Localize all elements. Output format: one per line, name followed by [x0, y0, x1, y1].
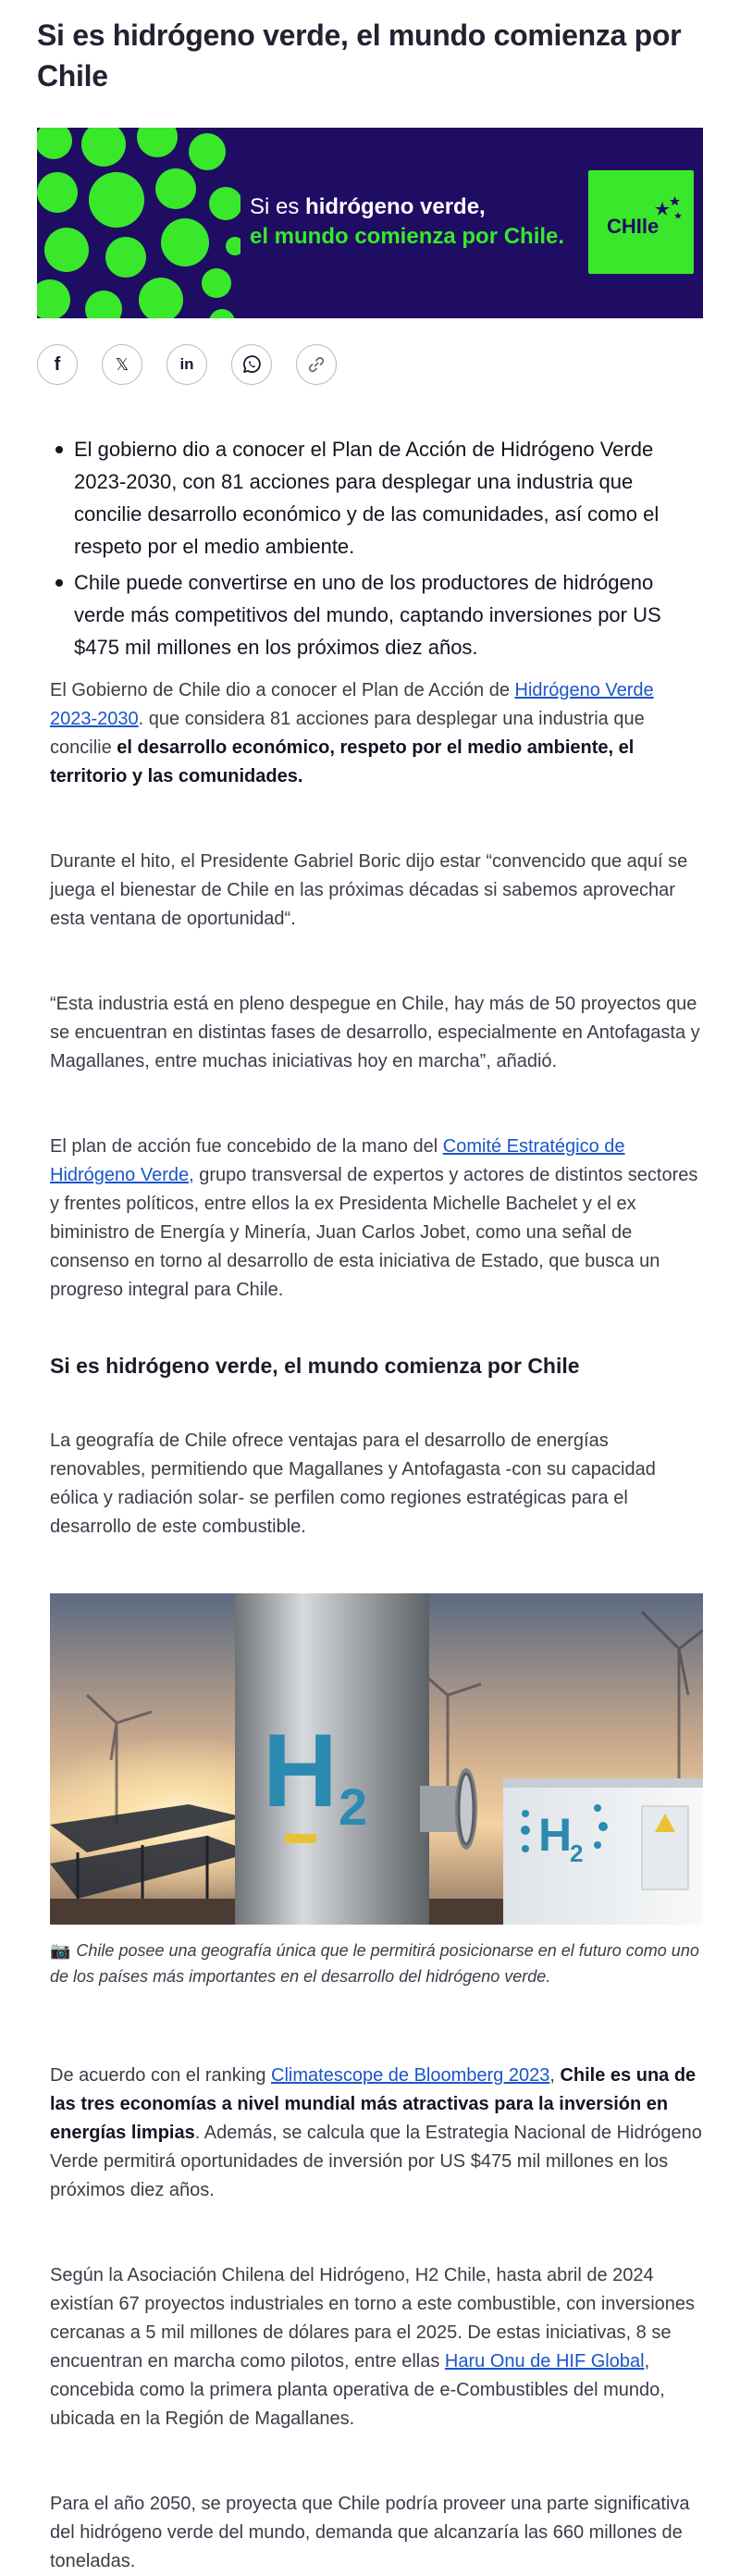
share-facebook-button[interactable] — [37, 344, 78, 385]
camera-icon: 📷 — [50, 1941, 71, 1960]
whatsapp-icon — [241, 354, 262, 375]
x-icon: 𝕏 — [115, 354, 130, 375]
article-title: Si es hidrógeno verde, el mundo comienza por Chile — [37, 19, 682, 93]
hero-banner — [37, 128, 703, 318]
share-linkedin-button[interactable] — [166, 344, 207, 385]
paragraph — [50, 676, 703, 791]
star-icon — [651, 196, 684, 224]
paragraph — [50, 1133, 703, 1305]
climatescope-link[interactable]: Climatescope de Bloomberg 2023 — [271, 2065, 550, 2086]
chile-logo-word: CHIle — [607, 215, 660, 238]
article-body-final — [0, 2062, 740, 2576]
paragraph — [50, 2261, 703, 2434]
h2-large-label: H — [263, 1713, 338, 1828]
banner-line2: el mundo comienza por Chile. — [250, 224, 565, 249]
paragraph: “Esta industria está en pleno despegue en Chile, hay más de 50 proyectos que se encuentran en distintas fases de desarrollo, especialmente en Antofagasta y Magallanes, entre muchas iniciativas hoy en marcha”, añadió. — [50, 994, 700, 1071]
paragraph-text: El Gobierno de Chile dio a conocer el Plan de Acción de — [50, 680, 515, 700]
h2-large-subscript: 2 — [339, 1777, 368, 1836]
facebook-icon: f — [54, 353, 61, 375]
h2-small-label: H — [538, 1809, 573, 1861]
article-highlights — [0, 433, 740, 663]
paragraph — [50, 2062, 703, 2205]
paragraph-emphasis: el desarrollo económico, respeto por el medio ambiente, el territorio y las comunidades. — [50, 737, 635, 786]
paragraph-text: , — [549, 2065, 561, 2086]
section-subheading: Si es hidrógeno verde, el mundo comienza por Chile — [50, 1354, 580, 1378]
paragraph-text: grupo transversal de expertos y actores de distintos sectores y frentes políticos, entre ellos la ex Presidenta Michelle Bachelet y el ex biministro de Energía y Minería, Juan Carlos Jobet, como una señal de consenso en torno al desarrollo de esta iniciativa de Estado, que busca un progreso integral para Chile. — [50, 1165, 698, 1300]
article-body-continued — [0, 1427, 740, 1542]
share-x-button[interactable] — [102, 344, 142, 385]
paragraph-text: De acuerdo con el ranking — [50, 2065, 272, 2086]
h2-small-subscript: 2 — [570, 1839, 584, 1867]
paragraph: Para el año 2050, se proyecta que Chile podría proveer una parte significativa del hidrógeno verde del mundo, demanda que alcanzaría las 660 millones de toneladas. — [50, 2494, 690, 2571]
paragraph-text: El plan de acción fue concebido de la mano del — [50, 1136, 443, 1157]
paragraph-text: . que considera 81 acciones para desplegar una industria que concilie — [50, 709, 645, 758]
hydrogen-photo — [50, 1593, 703, 1925]
share-copy-link-button[interactable] — [296, 344, 337, 385]
haru-onu-link[interactable]: Haru Onu de HIF Global — [444, 2351, 645, 2372]
highlight-item: Chile puede convertirse en uno de los productores de hidrógeno verde más competitivos del mundo, captando inversiones por US $475 mil millones en los próximos diez años. — [74, 566, 703, 663]
banner-slogan — [250, 192, 564, 252]
hydrogen-tank-illustration — [50, 1593, 703, 1925]
caption-text: Chile posee una geografía única que le permitirá posicionarse en el futuro como uno de los países más importantes en el desarrollo del hidrógeno verde. — [50, 1941, 699, 1986]
share-whatsapp-button[interactable] — [231, 344, 272, 385]
strategic-committee-link[interactable]: Comité Estratégico de Hidrógeno Verde, — [50, 1136, 625, 1185]
chile-logo — [588, 170, 694, 274]
paragraph-text: , concebida como la primera planta operativa de e-Combustibles del mundo, ubicada en la Región de Magallanes. — [50, 2351, 665, 2429]
share-bar — [37, 344, 703, 387]
paragraph-text: Según la Asociación Chilena del Hidrógeno, H2 Chile, hasta abril de 2024 existían 67 proyectos industriales en torno a este combustible, con inversiones cercanas a 5 mil millones de dólares para el 2025. De estas iniciativas, 8 se encuentran en marcha como pilotos, entre ellas — [50, 2265, 696, 2372]
paragraph: Durante el hito, el Presidente Gabriel Boric dijo estar “convencido que aquí se juega el bienestar de Chile en las próximas décadas si sabemos aprovechar esta ventana de oportunidad“. — [50, 851, 688, 929]
green-dots-graphic — [37, 128, 240, 318]
article-body — [0, 676, 740, 1305]
paragraph-text: . Además, se calcula que la Estrategia Nacional de Hidrógeno Verde permitirá oportunidades de inversión por US $475 mil millones en los próximos diez años. — [50, 2123, 702, 2200]
banner-line1-bold: hidrógeno verde, — [305, 194, 486, 219]
highlight-item: El gobierno dio a conocer el Plan de Acción de Hidrógeno Verde 2023-2030, con 81 acciones para desplegar una industria que concilie desarrollo económico y de las comunidades, así como el respeto por el medio ambiente. — [74, 433, 703, 563]
paragraph: La geografía de Chile ofrece ventajas para el desarrollo de energías renovables, permitiendo que Magallanes y Antofagasta -con su capacidad eólica y radiación solar- se perfilen como regiones estratégicas para el desarrollo de este combustible. — [50, 1430, 656, 1537]
photo-caption — [50, 1938, 703, 1989]
linkedin-icon: in — [179, 355, 194, 373]
link-icon — [306, 354, 327, 375]
hydrogen-plan-link[interactable]: Hidrógeno Verde 2023-2030 — [50, 680, 654, 729]
banner-line1-prefix: Si es — [250, 194, 306, 219]
paragraph-emphasis: Chile es una de las tres economías a nivel mundial más atractivas para la inversión en energías limpias — [50, 2065, 697, 2143]
